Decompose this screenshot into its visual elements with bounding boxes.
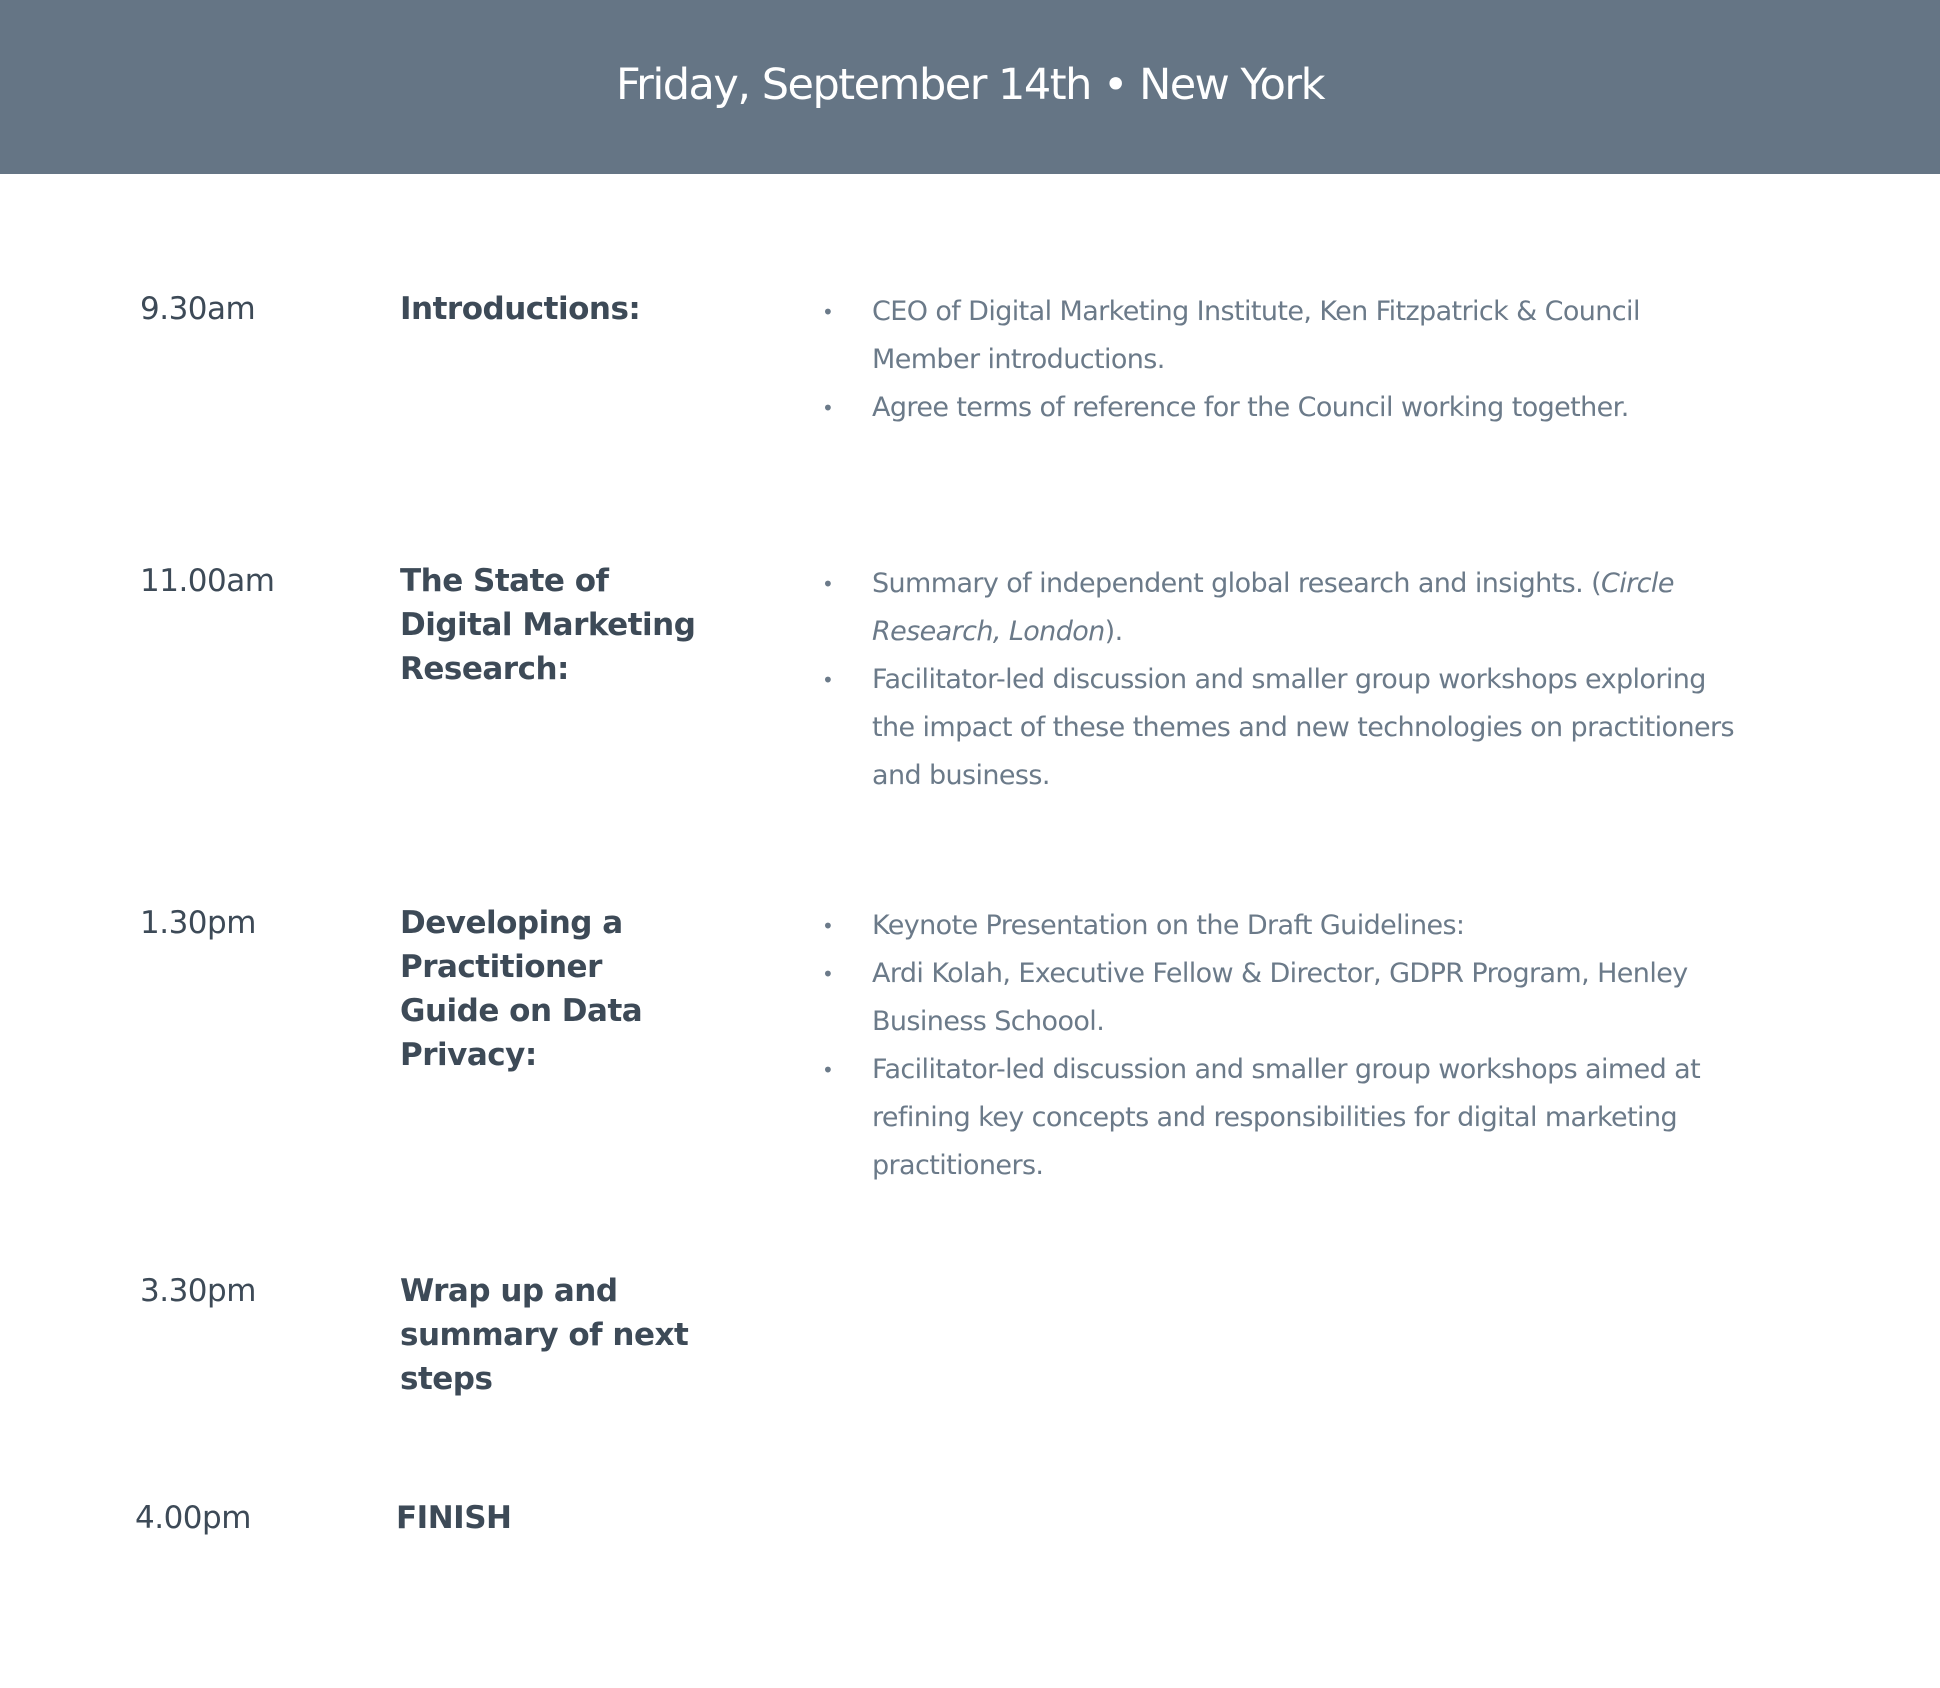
agenda-title: Wrap up and summary of next steps	[400, 1273, 689, 1397]
bullet-icon: •	[822, 396, 834, 420]
agenda-time: 1.30pm	[140, 905, 256, 941]
agenda-bullet: • CEO of Digital Marketing Institute, Ken Fitzpatrick & Council Member introductions.	[822, 288, 1742, 384]
agenda-bullets	[822, 902, 1742, 1190]
bullet-icon: •	[822, 300, 834, 324]
agenda-bullet: • Facilitator-led discussion and smaller group workshops aimed at refining key concepts and responsibilities for digital marketing practitioners.	[822, 1046, 1742, 1190]
agenda-title: Developing a Practitioner Guide on Data Privacy:	[400, 905, 643, 1073]
agenda-time: 4.00pm	[135, 1500, 251, 1536]
bullet-icon: •	[822, 962, 834, 986]
page-header	[0, 0, 1940, 174]
agenda-time: 3.30pm	[140, 1273, 256, 1309]
agenda-title: Introductions:	[400, 291, 641, 327]
bullet-icon: •	[822, 668, 834, 692]
agenda-bullets	[822, 560, 1742, 800]
agenda-bullet: • Summary of independent global research and insights. (Circle Research, London).	[822, 560, 1742, 656]
agenda-bullet: • Ardi Kolah, Executive Fellow & Director, GDPR Program, Henley Business Schoool.	[822, 950, 1742, 1046]
agenda-bullet: • Facilitator-led discussion and smaller group workshops exploring the impact of these themes and new technologies on practitioners and business.	[822, 656, 1742, 800]
agenda-title: The State of Digital Marketing Research:	[400, 563, 696, 687]
bullet-icon: •	[822, 572, 834, 596]
agenda-time: 11.00am	[140, 563, 275, 599]
agenda-time: 9.30am	[140, 291, 256, 327]
agenda-bullet: • Agree terms of reference for the Council working together.	[822, 384, 1742, 432]
page-title: Friday, September 14th • New York	[616, 60, 1324, 110]
agenda-bullet: • Keynote Presentation on the Draft Guidelines:	[822, 902, 1742, 950]
agenda-title: FINISH	[396, 1500, 512, 1536]
agenda-bullets	[822, 288, 1742, 432]
bullet-icon: •	[822, 914, 834, 938]
bullet-icon: •	[822, 1058, 834, 1082]
